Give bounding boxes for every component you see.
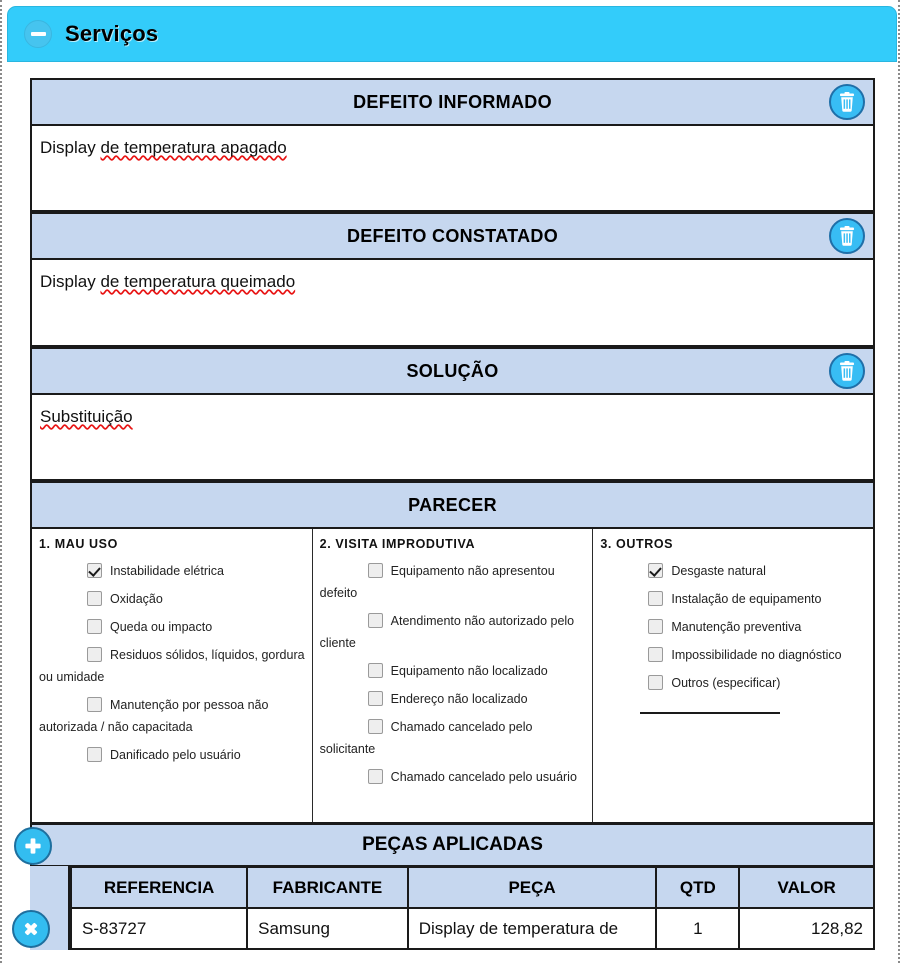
checkbox-row[interactable] <box>320 688 586 710</box>
table-row[interactable] <box>71 908 874 949</box>
section-header-parecer <box>30 481 875 528</box>
cell-fabricante: Samsung <box>247 908 408 949</box>
checkbox[interactable] <box>368 719 383 734</box>
checkbox-row[interactable] <box>320 610 586 654</box>
section-title: PEÇAS APLICADAS <box>362 834 543 855</box>
parecer-column-title: 2. VISITA IMPRODUTIVA <box>319 537 476 551</box>
checkbox-label: Instalação de equipamento <box>671 592 822 606</box>
section-title: SOLUÇÃO <box>406 360 499 381</box>
trash-icon[interactable] <box>829 84 865 120</box>
checkbox[interactable] <box>87 647 102 662</box>
checkbox-label: Desgaste natural <box>671 564 766 578</box>
checkbox-row[interactable] <box>39 560 305 582</box>
column-header-referencia[interactable]: REFERENCIA <box>71 867 247 908</box>
checkbox[interactable] <box>87 619 102 634</box>
cell-referencia: S-83727 <box>71 908 247 949</box>
checkbox-row[interactable] <box>600 672 866 694</box>
checkbox-row[interactable] <box>320 560 586 604</box>
panel-titlebar <box>7 6 897 62</box>
cell-valor: 128,82 <box>739 908 874 949</box>
checkbox-row[interactable] <box>320 716 586 760</box>
checkbox[interactable] <box>368 563 383 578</box>
defeito-informado-text: de temperatura apagado <box>100 138 287 157</box>
checkbox[interactable] <box>368 663 383 678</box>
checkbox-row[interactable] <box>39 744 305 766</box>
checkbox-label: Chamado cancelado pelo usuário <box>390 770 577 784</box>
section-header-defeito-constatado <box>30 212 875 259</box>
close-circle-icon[interactable] <box>12 910 50 948</box>
checkbox-row[interactable] <box>600 616 866 638</box>
defeito-constatado-text: de temperatura queimado <box>100 272 296 291</box>
checkbox-label: Equipamento não apresentou defeito <box>319 564 555 600</box>
column-header-peca[interactable]: PEÇA <box>408 867 657 908</box>
checkbox-label: Endereço não localizado <box>390 692 528 706</box>
column-header-valor[interactable]: VALOR <box>739 867 874 908</box>
parecer-columns <box>30 528 875 824</box>
checkbox-label: Residuos sólidos, líquidos, gordura ou umidade <box>39 648 305 684</box>
checkbox-label: Danificado pelo usuário <box>110 748 241 762</box>
checkbox-row[interactable] <box>320 660 586 682</box>
parecer-column-mau-uso <box>32 529 313 822</box>
solucao-text: Substituição <box>40 407 133 426</box>
section-title: DEFEITO CONSTATADO <box>346 225 559 246</box>
section-title: PARECER <box>408 494 497 515</box>
checkbox[interactable] <box>368 691 383 706</box>
minus-glyph <box>31 32 46 36</box>
checkbox-row[interactable] <box>600 588 866 610</box>
checkbox-label: Impossibilidade no diagnóstico <box>671 648 842 662</box>
pecas-table <box>70 866 875 950</box>
checkbox-label: Chamado cancelado pelo solicitante <box>319 720 533 756</box>
checkbox[interactable] <box>87 697 102 712</box>
section-header-defeito-informado <box>30 78 875 125</box>
column-header-qtd[interactable]: QTD <box>656 867 739 908</box>
trash-icon[interactable] <box>829 218 865 254</box>
plus-icon[interactable] <box>14 827 52 865</box>
section-body-solucao[interactable] <box>30 394 875 481</box>
checkbox-row[interactable] <box>39 694 305 738</box>
checkbox-label: Queda ou impacto <box>110 620 213 634</box>
section-header-pecas-aplicadas <box>30 824 875 866</box>
checkbox[interactable] <box>648 647 663 662</box>
checkbox[interactable] <box>87 747 102 762</box>
section-header-solucao <box>30 347 875 394</box>
checkbox[interactable] <box>648 619 663 634</box>
checkbox[interactable] <box>87 563 102 578</box>
checkbox[interactable] <box>648 675 663 690</box>
table-header-row <box>71 867 874 908</box>
checkbox-row[interactable] <box>39 644 305 688</box>
checkbox[interactable] <box>648 591 663 606</box>
checkbox-row[interactable] <box>320 766 586 788</box>
section-title: DEFEITO INFORMADO <box>353 91 552 112</box>
page-title: Serviços <box>65 21 159 46</box>
checkbox-label: Atendimento não autorizado pelo cliente <box>319 614 575 650</box>
checkbox[interactable] <box>648 563 663 578</box>
parecer-column-outros <box>593 529 873 822</box>
checkbox-row[interactable] <box>39 588 305 610</box>
outros-especificar-input[interactable] <box>640 712 780 714</box>
checkbox-label: Instabilidade elétrica <box>110 564 224 578</box>
checkbox-row[interactable] <box>600 644 866 666</box>
checkbox-label: Outros (especificar) <box>671 676 781 690</box>
defeito-informado-text-plain: Display <box>40 138 101 157</box>
defeito-constatado-text-plain: Display <box>40 272 101 291</box>
sections-container <box>30 78 875 950</box>
checkbox-label: Equipamento não localizado <box>390 664 548 678</box>
checkbox-label: Manutenção preventiva <box>671 620 802 634</box>
parecer-column-visita-improdutiva <box>313 529 594 822</box>
parecer-column-title: 3. OUTROS <box>600 537 674 551</box>
pecas-table-wrapper <box>30 866 875 950</box>
checkbox-label: Oxidação <box>110 592 163 606</box>
trash-icon[interactable] <box>829 353 865 389</box>
minus-icon[interactable] <box>24 20 52 48</box>
checkbox-label: Manutenção por pessoa não autorizada / não capacitada <box>39 698 269 734</box>
checkbox[interactable] <box>368 769 383 784</box>
section-body-defeito-informado[interactable] <box>30 125 875 212</box>
section-body-defeito-constatado[interactable] <box>30 259 875 347</box>
parecer-column-title: 1. MAU USO <box>39 537 118 551</box>
checkbox[interactable] <box>87 591 102 606</box>
cell-peca: Display de temperatura de <box>408 908 657 949</box>
column-header-fabricante[interactable]: FABRICANTE <box>247 867 408 908</box>
checkbox-row[interactable] <box>39 616 305 638</box>
checkbox[interactable] <box>368 613 383 628</box>
cell-qtd: 1 <box>656 908 739 949</box>
checkbox-row[interactable] <box>600 560 866 582</box>
